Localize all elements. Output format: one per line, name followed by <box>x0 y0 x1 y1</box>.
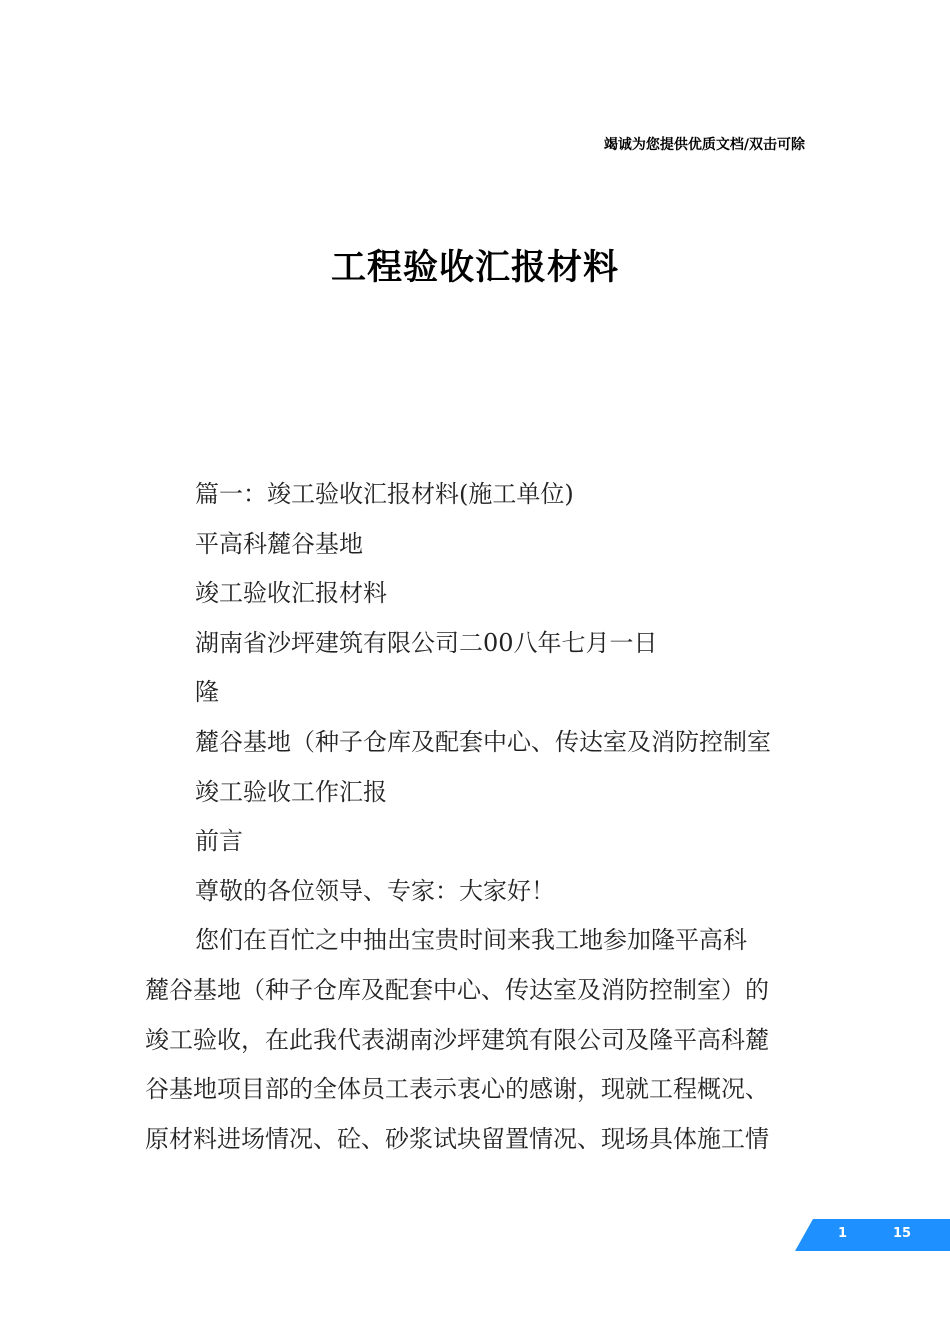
body-line: 谷基地项目部的全体员工表示衷心的感谢，现就工程概况、 <box>145 1075 769 1104</box>
body-line: 隆 <box>195 678 219 707</box>
body-line: 麓谷基地（种子仓库及配套中心、传达室及消防控制室）的 <box>145 975 769 1004</box>
body-line: 湖南省沙坪建筑有限公司二00八年七月一日 <box>195 628 658 657</box>
document-title: 工程验收汇报材料 <box>330 248 619 288</box>
body-line: 篇一：竣工验收汇报材料(施工单位) <box>195 480 574 508</box>
body-line: 竣工验收汇报材料 <box>195 579 387 608</box>
body-line: 竣工验收工作汇报 <box>195 777 387 806</box>
body-line: 前言 <box>195 827 243 856</box>
footer-bar-shape <box>795 1219 950 1251</box>
header-note: 竭诚为您提供优质文档/双击可除 <box>603 137 805 153</box>
document-body <box>145 470 810 1164</box>
body-line: 原材料进场情况、砼、砂浆试块留置情况、现场具体施工情 <box>145 1124 769 1153</box>
page-number-total: 15 <box>893 1226 912 1241</box>
page-footer-bar <box>795 1219 950 1251</box>
body-line: 尊敬的各位领导、专家：大家好！ <box>195 876 555 905</box>
page-number-current: 1 <box>838 1226 848 1241</box>
body-line: 您们在百忙之中抽出宝贵时间来我工地参加隆平高科 <box>195 926 747 955</box>
body-line: 平高科麓谷基地 <box>195 529 363 558</box>
body-line: 竣工验收，在此我代表湖南沙坪建筑有限公司及隆平高科麓 <box>145 1025 769 1054</box>
body-line: 麓谷基地（种子仓库及配套中心、传达室及消防控制室 <box>195 727 771 756</box>
